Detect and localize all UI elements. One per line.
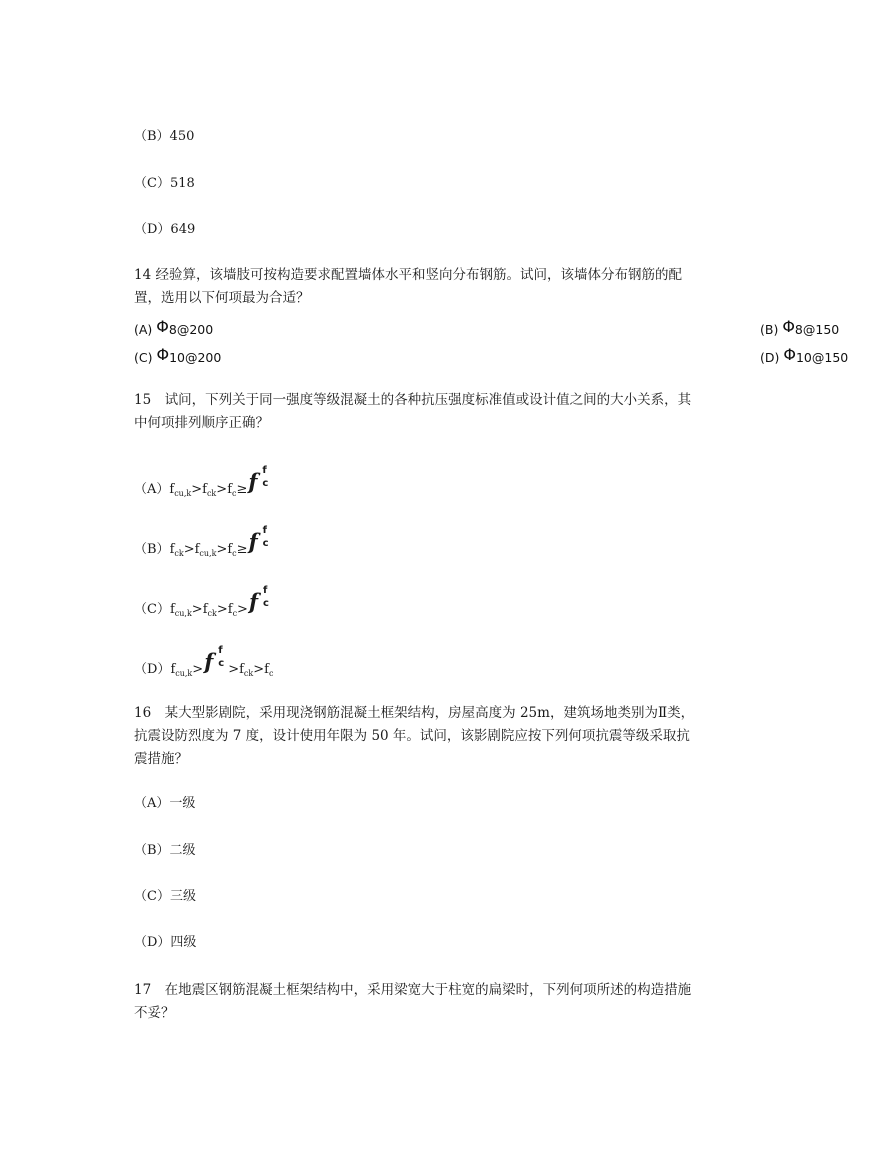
f-symbol: f — [227, 542, 233, 557]
f-symbol: f — [170, 662, 176, 677]
q15-option-b — [134, 525, 273, 564]
f-symbol: f — [239, 662, 244, 677]
superscript-f: f — [262, 525, 267, 536]
fatigue-strength-symbol — [204, 645, 228, 677]
subscript-c: c — [262, 538, 269, 549]
q13-option-b: （B）450 — [134, 129, 195, 144]
q15-option-d-label: （D） — [134, 662, 171, 677]
subscript-cuk: cu,k — [174, 489, 192, 498]
ge-symbol: ≥ — [236, 542, 248, 557]
f-symbol: f — [202, 482, 207, 497]
gt-symbol: > — [253, 662, 265, 677]
ge-symbol: ≥ — [236, 482, 248, 497]
subscript-ck: ck — [243, 669, 254, 678]
fatigue-strength-symbol — [248, 465, 272, 497]
subscript-c: c — [232, 489, 237, 498]
gt-symbol: > — [192, 662, 204, 677]
phi-symbol-icon: Φ — [156, 317, 169, 336]
superscript-f: f — [262, 465, 267, 476]
q14-option-c-label: (C) — [134, 350, 153, 365]
q15-option-a — [134, 465, 272, 504]
q15-stem-line2: 中何项排列顺序正确？ — [134, 415, 269, 431]
f-symbol: f — [227, 602, 233, 617]
gt-symbol: > — [183, 542, 195, 557]
subscript-c: c — [268, 669, 274, 678]
gt-symbol: > — [191, 482, 203, 497]
phi-symbol-icon: Φ — [783, 345, 796, 364]
fatigue-strength-symbol — [248, 525, 273, 557]
q15-option-c-label: （C） — [134, 602, 170, 617]
q14-option-a — [134, 317, 213, 340]
q14-option-d-label: (D) — [760, 350, 780, 365]
f-symbol: f — [227, 482, 232, 497]
q17-stem-line2: 不妥？ — [134, 1005, 175, 1021]
f-symbol: f — [248, 529, 258, 554]
q16-option-c: （C）三级 — [134, 889, 196, 904]
subscript-ck: ck — [174, 549, 184, 558]
f-symbol: f — [264, 662, 269, 677]
q15-option-a-label: （A） — [134, 482, 170, 497]
superscript-f: f — [262, 585, 268, 596]
q14-option-b-label: (B) — [760, 322, 779, 337]
gt-symbol: > — [228, 662, 240, 677]
subscript-c: c — [218, 658, 225, 669]
gt-symbol: > — [191, 602, 203, 617]
q14-option-d-value: 10@150 — [795, 350, 849, 365]
gt-symbol: > — [237, 602, 248, 617]
q14-option-a-label: (A) — [134, 322, 153, 337]
f-symbol: f — [202, 602, 208, 617]
q13-option-c: （C）518 — [134, 176, 195, 191]
q16-option-a: （A）一级 — [134, 796, 196, 811]
subscript-ck: ck — [206, 489, 217, 498]
subscript-c: c — [262, 478, 269, 489]
subscript-cuk: cu,k — [175, 669, 193, 678]
subscript-ck: ck — [207, 609, 217, 618]
q16-option-b: （B）二级 — [134, 843, 196, 858]
q13-option-d: （D）649 — [134, 222, 196, 237]
q14-option-c-value: 10@200 — [169, 350, 222, 365]
q14-option-b — [760, 317, 839, 340]
q14-stem-line1: 14 经验算，该墙肢可按构造要求配置墙体水平和竖向分布钢筋。试问，该墙体分布钢筋的配 — [134, 267, 682, 283]
fatigue-strength-symbol — [248, 585, 273, 617]
phi-symbol-icon: Φ — [782, 317, 795, 336]
f-symbol: f — [204, 649, 214, 674]
f-symbol: f — [169, 602, 175, 617]
gt-symbol: > — [216, 482, 228, 497]
q14-option-a-value: 8@200 — [168, 322, 214, 337]
gt-symbol: > — [216, 542, 228, 557]
f-symbol: f — [169, 542, 175, 557]
q17-stem-line1: 17 在地震区钢筋混凝土框架结构中，采用梁宽大于柱宽的扁梁时，下列何项所述的构造措施 — [134, 982, 692, 998]
subscript-cuk: cu,k — [174, 609, 192, 618]
q15-option-b-label: （B） — [134, 542, 170, 557]
q16-stem-line3: 震措施？ — [134, 751, 188, 767]
subscript-c: c — [232, 609, 238, 618]
q14-stem-line2: 置，选用以下何项最为合适？ — [134, 290, 310, 306]
superscript-f: f — [218, 645, 223, 656]
q14-option-b-value: 8@150 — [794, 322, 840, 337]
phi-symbol-icon: Φ — [156, 345, 170, 364]
q16-stem-line2: 抗震设防烈度为 7 度，设计使用年限为 50 年。试问，该影剧院应按下列何项抗震等级采取抗 — [134, 728, 690, 744]
q15-option-c — [134, 585, 273, 624]
f-symbol: f — [194, 542, 200, 557]
q16-option-d: （D）四级 — [134, 935, 197, 950]
q15-option-d — [134, 645, 274, 684]
f-symbol: f — [248, 589, 258, 614]
f-symbol: f — [248, 469, 258, 494]
subscript-cuk: cu,k — [199, 549, 217, 558]
subscript-c: c — [232, 549, 237, 558]
q14-option-d — [760, 345, 848, 368]
q16-stem-line1: 16 某大型影剧院，采用现浇钢筋混凝土框架结构，房屋高度为 25m，建筑场地类别为Ⅱ类， — [134, 705, 695, 721]
q14-option-c — [134, 345, 221, 368]
gt-symbol: > — [216, 602, 228, 617]
f-symbol: f — [169, 482, 175, 497]
q15-stem-line1: 15 试问，下列关于同一强度等级混凝土的各种抗压强度标准值或设计值之间的大小关系，其 — [134, 392, 692, 408]
subscript-c: c — [262, 598, 269, 609]
